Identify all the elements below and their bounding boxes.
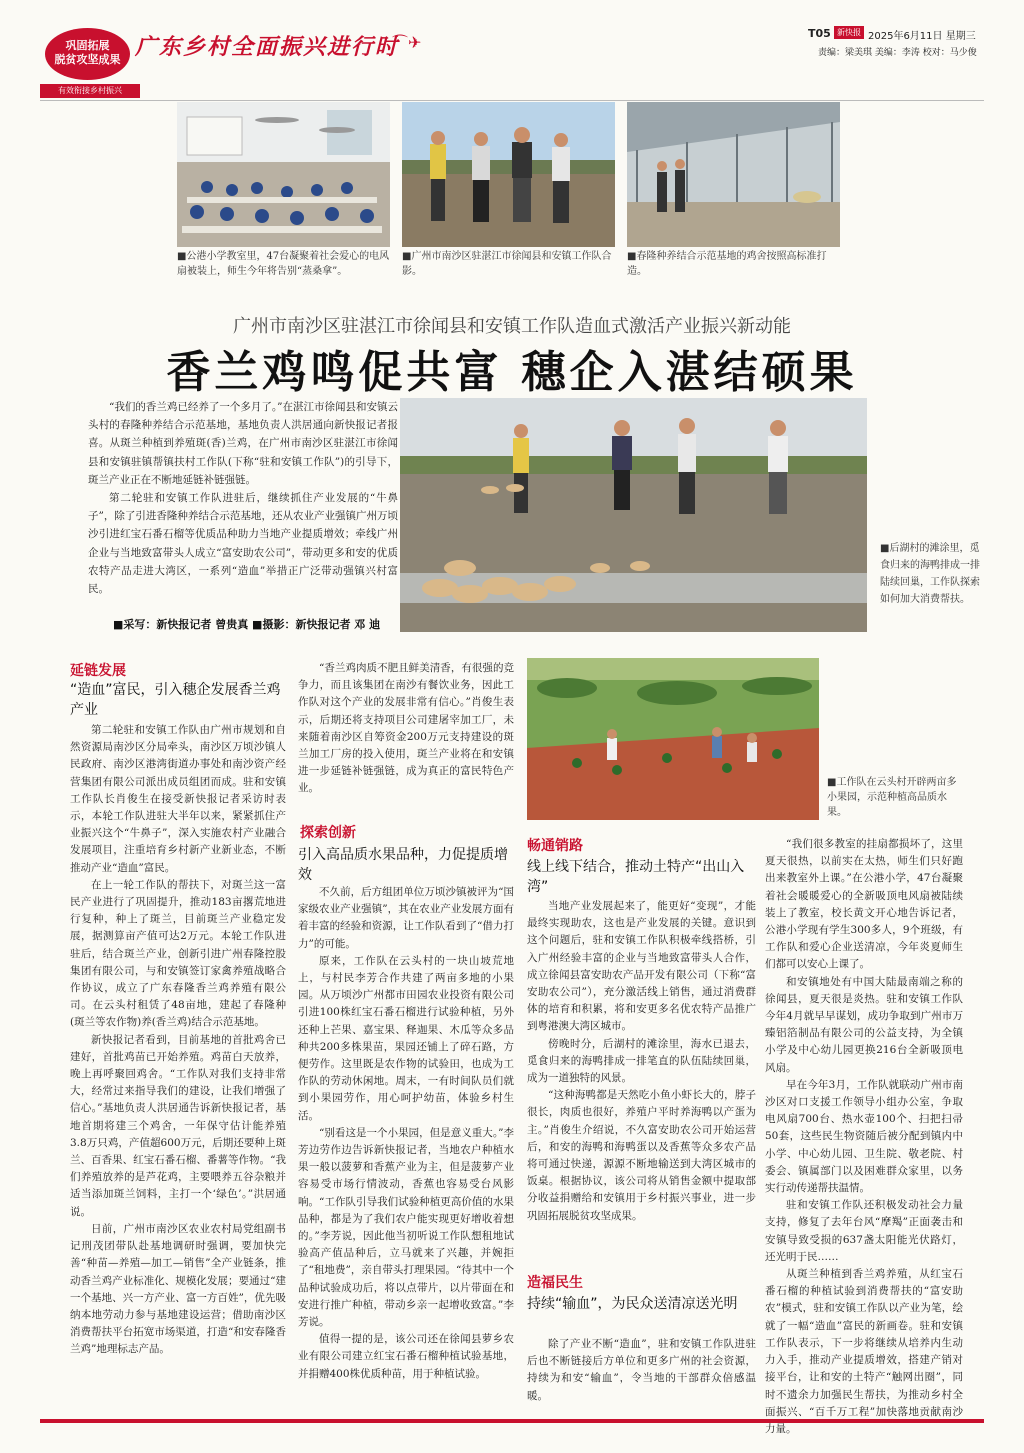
footer-rule — [40, 1419, 984, 1423]
body-paragraph: 新快报记者看到，目前基地的首批鸡舍已建好，首批鸡苗已开始养殖。鸡苗白天放养，晚上再呼聚回鸡舍。“工作队对我们支持非常大，经常过来指导我们的建设，让我们增强了信心。”基地负责人洪居通告诉新快报记者，基地首期将建三个鸡舍，一年保守估计能养殖3.8万只鸡，产值超600万元，后期还要种上斑兰、百香果、红宝石番石榴、番薯等作物。“我们养殖放养的是芦花鸡，主要喂养五谷杂粮并适当添加斑兰饲料，主打一个‘绿色’。”洪居通说。 — [70, 1033, 286, 1218]
photo-orchard — [527, 658, 819, 820]
photo-team-group — [402, 102, 615, 247]
column-logo — [45, 28, 130, 80]
body-paragraph: “这种海鸭都是天然吃小鱼小虾长大的，脖子很长，肉质也很好，养殖户平时养海鸭以产蛋为主。”肖俊生介绍说，不久富安助农公司开始运营后，和安的海鸭和海鸭蛋以及香蕉等众多农产品将可通过快递，源源不断地输送到大湾区城市的饭桌。根据协议，该公司将从销售金额中提取部分收益捐赠给和安镇用于乡村振兴事业，进一步巩固拓展脱贫攻坚成果。 — [527, 1089, 756, 1222]
editor-credits: 责编：梁美琪 美编：李涛 校对：马少俊 — [818, 48, 977, 58]
brand-badge: 新快报 — [834, 26, 864, 39]
column-2-top — [298, 660, 514, 810]
body-paragraph: 早在今年3月，工作队就联动广州市南沙区对口支援工作领导小组办公室，争取电风扇700台、热水壶100个、扫把扫帚50套，这些民生物资随后被分配到镇内中小学、中心幼儿园、卫生院、敬老院、村委会、镇属部门以及困难群众家里，以务实行动传递帮扶温情。 — [765, 1078, 963, 1195]
caption-photo-3: ■春隆种养结合示范基地的鸡舍按照高标准打造。 — [627, 251, 827, 277]
lead-paragraph: 第二轮驻和安镇工作队进驻后，继续抓住产业发展的“牛鼻子”，除了引进香隆种养结合示范基地，还从农业产业强镇广州万顷沙引进红宝石番石榴等优质品种助力当地产业提质增效；牵线广州企业与当地致富带头人成立“富安助农公司”，带动更多和安的优质农特产品走进大湾区，一系列“造血”举措正广泛带动强镇兴村富民。 — [88, 492, 398, 596]
article-lead — [88, 398, 398, 598]
body-paragraph: “别看这是一个小果园，但是意义重大。”李芳边劳作边告诉新快报记者，当地农户种植水果一般以菠萝和香蕉产业为主，但是菠萝产业容易受市场行情波动，香蕉也容易受台风影响。“工作队引导我们试验种植更高价值的水果品种，都是为了我们农户能实现更好增收着想的。”李芳说，因此他当初听说工作队想租地试验高产值品种后，立马就来了兴趣，并婉拒了“租地费”，亲自带头打理果园。“待其中一个品种试验成功后，将以点带片，以片带面在和安进行推广种植，带动乡亲一起增收致富。”李芳说。 — [298, 1126, 514, 1329]
body-paragraph: 不久前，后方组团单位万顷沙镇被评为“国家级农业产业强镇”，其在农业产业发展方面有着丰富的经验和资源，让工作队看到了“借力打力”的可能。 — [298, 886, 514, 950]
body-paragraph: 驻和安镇工作队还积极发动社会力量支持，修复了去年台风“摩羯”正面袭击和安镇导致受损的637盏太阳能光伏路灯，还光明于民…… — [765, 1199, 963, 1263]
publication-date: 2025年6月11日 星期三 — [868, 31, 976, 42]
section-title-extend-chain: “造血”富民，引入穗企发展香兰鸡产业 — [70, 682, 281, 718]
article-subtitle: 广州市南沙区驻湛江市徐闻县和安镇工作队造血式激活产业振兴新动能 — [233, 316, 791, 337]
body-paragraph: 傍晚时分，后湖村的滩涂里，海水已退去，觅食归来的海鸭排成一排笔直的队伍陆续回巢，成为一道独特的风景。 — [527, 1037, 756, 1085]
byline: ■采写：新快报记者 曾贵真 ■摄影：新快报记者 邓 迪 — [113, 618, 381, 631]
body-paragraph: 日前，广州市南沙区农业农村局党组副书记刑茂团带队赴基地调研时强调，要加快完善“种苗—养殖—加工—销售”全产业链条，推动香兰鸡产业标准化、规模化发展；要通过“建一个基地、兴一方产业、富一方百姓”，优先吸纳本地劳动力参与基地建设运营；借助南沙区消费帮扶平台拓宽市场渠道，打造“和安春隆香兰鸡”地理标志产品。 — [70, 1222, 286, 1356]
body-paragraph: 当地产业发展起来了，能更好“变现”，才能最终实现助农，这也是产业发展的关键。意识到这个问题后，驻和安镇工作队积极牵线搭桥，引入广州经验丰富的企业与当地致富带头人合作，成立徐闻县富安助农产品开发有限公司（下称“富安助农公司”），充分激活线上销售，通过消费群体的培育和积累，将和安更多名优农特产品推广到粤港澳大湾区城市。 — [527, 900, 756, 1033]
logo-subtitle: 有效衔接乡村振兴 — [40, 84, 140, 98]
section-tag-sales: 畅通销路 — [527, 838, 583, 854]
section-title-innovation: 引入高品质水果品种，力促提质增效 — [298, 847, 508, 883]
section-title-sales: 线上线下结合，推动土特产“出山入湾” — [527, 859, 745, 895]
section-tag-innovation: 探索创新 — [300, 825, 356, 841]
logo-line-1: 巩固拓展 — [65, 39, 110, 52]
chicken-coop-image — [627, 102, 840, 247]
caption-photo-2: ■广州市南沙区驻湛江市徐闻县和安镇工作队合影。 — [402, 251, 612, 277]
article-headline: 香兰鸡鸣促共富 穗企入湛结硕果 — [166, 347, 858, 398]
section-title-livelihood: 持续“输血”，为民众送清凉送光明 — [527, 1296, 738, 1312]
photo-classroom — [177, 102, 390, 247]
bird-icon: ⌒✈ — [392, 33, 422, 52]
section-tag-livelihood: 造福民生 — [527, 1275, 583, 1291]
body-paragraph: 值得一提的是，该公司还在徐闻县萝乡农业有限公司建立红宝石番石榴种植试验基地，并捐赠400株优质种苗，用于种植试验。 — [298, 1333, 514, 1380]
body-paragraph: 在上一轮工作队的帮扶下，对斑兰这一富民产业进行了巩固提升，推动183亩撂荒地进行复种，种上了斑兰，目前斑兰产业稳定发展，据测算亩产值可达2万元。本轮工作队进驻后，结合斑兰产业，创新引进广州春隆控股集团有限公司，与和安镇签订家禽养殖战略合作协议，成立了广东春隆香兰鸡养殖有限公司。在云头村租赁了48亩地，建起了春隆种(斑兰等农作物)养(香兰鸡)结合示范基地。 — [70, 878, 286, 1029]
section-tag-extend-chain: 延链发展 — [70, 663, 126, 679]
caption-photo-1: ■公港小学教室里，47台凝聚着社会爱心的电风扇被装上，师生今年将告别“蒸桑拿”。 — [177, 251, 390, 277]
body-paragraph: “我们很多教室的挂扇都损坏了，这里夏天很热，以前实在太热，师生们只好跑出来教室外上课。”在公港小学，47台凝聚着社会暖暖爱心的全新吸顶电风扇被陆续装上了教室，校长黄文开心地告诉记者，公港小学现有学生300多人，9个班级，有工作队和爱心企业送清凉，今年炎夏师生们都可以安心上课了。 — [765, 838, 963, 971]
caption-photo-5: ■工作队在云头村开辟两亩多小果园，示范种植高品质水果。 — [827, 777, 957, 818]
logo-line-2: 脱贫攻坚成果 — [54, 53, 121, 66]
body-paragraph: 除了产业不断“造血”，驻和安镇工作队进驻后也不断链接后方单位和更多广州的社会资源，持续为和安“输血”，令当地的干部群众倍感温暖。 — [527, 1338, 756, 1402]
column-3-bottom — [527, 1336, 756, 1411]
body-paragraph: 原来，工作队在云头村的一块山坡荒地上，与村民李芳合作共建了两亩多地的小果园。从万顷沙广州都市田园农业投资有限公司引进100株红宝石番石榴进行试验种植，另外还种上芒果、嘉宝果、释迦果、木瓜等众多品种共200多株果苗，果园还铺上了碎石路，方便劳作。这里既是农作物的试验田，也成为工作队的劳动休闲地。周末，一有时间队员们就到小果园劳作，用心呵护幼苗，体验乡村生活。 — [298, 954, 514, 1122]
body-paragraph: 第二轮驻和安镇工作队由广州市规划和自然资源局南沙区分局牵头，南沙区万顷沙镇人民政府、南沙区港湾街道办事处和南沙资产经营集团有限公司派出成员组团而成。驻和安镇工作队长肖俊生在接受新快报记者采访时表示，本轮工作队进驻大半年以来，紧紧抓住产业振兴这个“牛鼻子”，深入实施农村产业融合发展项目，注重培育乡村新产业新业态，不断推动产业“造血”富民。 — [70, 724, 286, 874]
classroom-image — [177, 102, 390, 247]
team-group-image — [402, 102, 615, 247]
column-3 — [527, 898, 756, 1233]
body-paragraph: 从斑兰种植到香兰鸡养殖，从红宝石番石榴的种植试验到消费帮扶的“富安助农”模式，驻和安镇工作队以产业为笔，绘就了一幅“造血”富民的新画卷。驻和安镇工作队表示，下一步将继续从培养内生动力入手，推动产业提质增效，搭建产销对接平台，让和安的土特产“触网出圈”，同时不遗余力加强民生帮扶，为推动乡村全面振兴、“百千万工程”加快落地贡献南沙力量。 — [765, 1268, 963, 1435]
orchard-image — [527, 658, 819, 820]
caption-photo-4: ■后湖村的滩涂里，觅食归来的海鸭排成一排陆续回巢，工作队探索如何加大消费帮扶。 — [880, 543, 980, 605]
page-number: T05 — [808, 27, 831, 40]
header-divider — [40, 100, 984, 101]
tidal-flat-image — [400, 398, 867, 632]
body-paragraph: 和安镇地处有中国大陆最南端之称的徐闻县，夏天很是炎热。驻和安镇工作队今年4月就早早谋划，成功争取到广州市万臻铝箔制品有限公司的公益支持，为全镇小学及中心幼儿园更换216台全新吸顶电风扇。 — [765, 975, 963, 1074]
column-4 — [765, 836, 963, 1435]
lead-paragraph: “我们的香兰鸡已经养了一个多月了。”在湛江市徐闻县和安镇云头村的春隆种养结合示范基地，基地负责人洪居通向新快报记者报喜。从斑兰种植到养殖斑(香)兰鸡，在广州市南沙区驻湛江市徐闻县和安镇驻镇帮镇扶村工作队(下称“驻和安镇工作队”)的引导下，斑兰产业正在不断地延链补链强链。 — [88, 401, 398, 486]
series-title: 广东乡村全面振兴进行时 — [135, 34, 400, 60]
column-2 — [298, 884, 514, 1409]
body-paragraph: “香兰鸡肉质不肥且鲜美清香，有很强的竞争力，而且该集团在南沙有餐饮业务，因此工作队对这个产业的发展非常有信心。”肖俊生表示，后期还将支持项目公司建屠宰加工厂，未来随着南沙区自筹资金200万元支持建设的斑兰加工厂房的投入使用，斑兰产业将在和安镇进一步延链补链强链，成为真正的富民特色产业。 — [298, 662, 514, 795]
column-1 — [70, 722, 286, 1407]
photo-tidal-flat — [400, 398, 867, 632]
photo-chicken-coop — [627, 102, 840, 247]
